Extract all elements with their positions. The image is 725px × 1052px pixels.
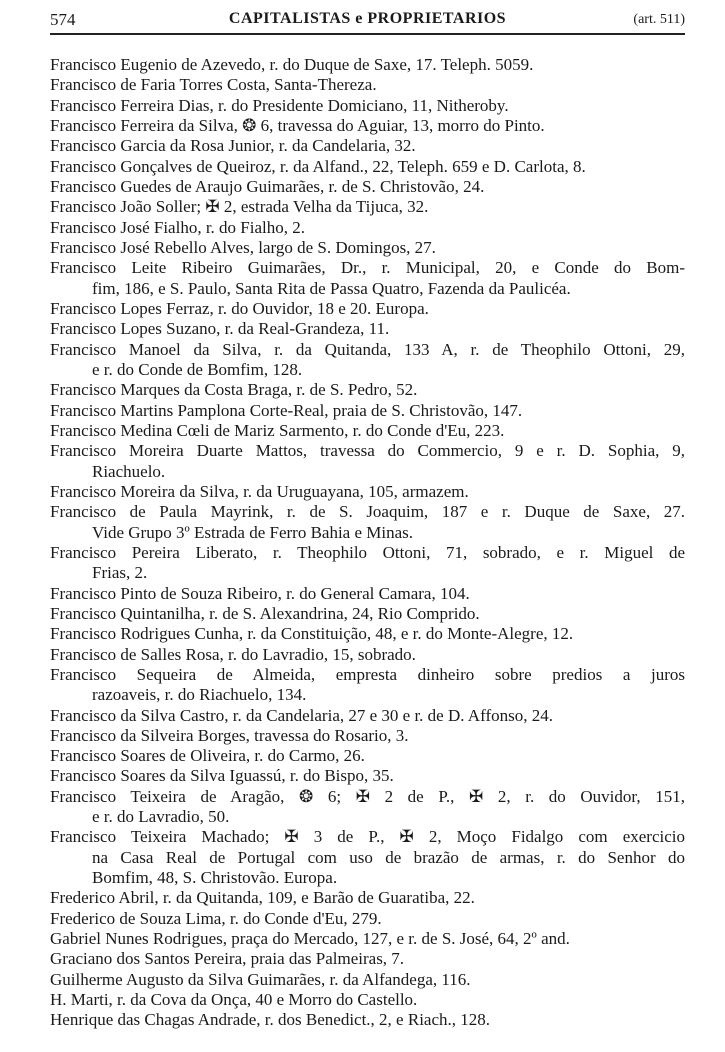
directory-entry [50,319,685,339]
directory-entry [50,157,685,177]
entry-line: Francisco Marques da Costa Braga, r. de S. Pedro, 52. [50,380,418,400]
directory-entry [50,584,685,604]
entry-line: Francisco Sequeira de Almeida, empresta dinheiro sobre predios a juros [50,664,685,684]
entry-continuation-line: e r. do Conde de Bomfim, 128. [92,359,303,379]
entry-line: Francisco Soares da Silva Iguassú, r. do Bispo, 35. [50,766,394,786]
entry-line: Francisco Quintanilha, r. de S. Alexandrina, 24, Rio Comprido. [50,603,480,623]
entry-line: Francisco da Silveira Borges, travessa do Rosario, 3. [50,725,409,745]
page-header [50,8,685,32]
entry-continuation-line: na Casa Real de Portugal com uso de brazão de armas, r. do Senhor do [92,847,685,867]
entry-line: Francisco de Paula Mayrink, r. de S. Joaquim, 187 e r. Duque de Saxe, 27. [50,502,685,522]
entry-line: Francisco Teixeira Machado; ✠ 3 de P., ✠ 2, Moço Fidalgo com exercicio [50,827,685,847]
entry-line: Francisco Moreira da Silva, r. da Uruguayana, 105, armazem. [50,481,469,501]
entry-line: Guilherme Augusto da Silva Guimarães, r. da Alfandega, 116. [50,969,471,989]
directory-entry [50,401,685,421]
entry-line: Frederico de Souza Lima, r. do Conde d'Eu, 279. [50,908,382,928]
entry-line: Francisco Garcia da Rosa Junior, r. da Candelaria, 32. [50,136,416,156]
directory-entry [50,726,685,746]
entry-continuation-line: e r. do Lavradio, 50. [92,807,230,827]
directory-entry [50,624,685,644]
directory-entry [50,258,685,299]
directory-entry [50,96,685,116]
entry-line: Francisco Pereira Liberato, r. Theophilo Ottoni, 71, sobrado, e r. Miguel de [50,542,685,562]
entry-line: Gabriel Nunes Rodrigues, praça do Mercado, 127, e r. de S. José, 64, 2º and. [50,929,570,949]
directory-entry [50,645,685,665]
entry-line: Francisco Manoel da Silva, r. da Quitanda, 133 A, r. de Theophilo Ottoni, 29, [50,339,685,359]
entry-line: Francisco de Faria Torres Costa, Santa-Thereza. [50,75,377,95]
entry-line: Francisco Ferreira da Silva, ❂ 6, travessa do Aguiar, 13, morro do Pinto. [50,115,545,135]
article-reference: (art. 511) [633,12,685,27]
directory-entry [50,746,685,766]
directory-entry [50,766,685,786]
header-rule [50,33,685,35]
directory-entry [50,55,685,75]
entry-line: Francisco Soares de Oliveira, r. do Carmo, 26. [50,746,365,766]
directory-entry [50,238,685,258]
entry-line: H. Marti, r. da Cova da Onça, 40 e Morro do Castello. [50,990,418,1010]
entry-line: Francisco Guedes de Araujo Guimarães, r. de S. Christovão, 24. [50,176,485,196]
entry-continuation-line: Riachuelo. [92,461,166,481]
page-number: 574 [50,10,76,29]
entry-line: Francisco Medina Cœli de Mariz Sarmento, r. do Conde d'Eu, 223. [50,420,505,440]
entry-line: Francisco Leite Ribeiro Guimarães, Dr., r. Municipal, 20, e Conde do Bom- [50,258,685,278]
directory-entry [50,543,685,584]
directory-entry [50,136,685,156]
entry-line: Francisco Lopes Ferraz, r. do Ouvidor, 18 e 20. Europa. [50,298,429,318]
directory-entry [50,441,685,482]
entry-line: Francisco José Rebello Alves, largo de S. Domingos, 27. [50,237,436,257]
entry-continuation-line: fim, 186, e S. Paulo, Santa Rita de Passa Quatro, Fazenda da Paulicéa. [92,278,571,298]
directory-entry [50,218,685,238]
directory-entry [50,706,685,726]
entry-line: Francisco Pinto de Souza Ribeiro, r. do General Camara, 104. [50,583,470,603]
entry-line: Francisco de Salles Rosa, r. do Lavradio, 15, sobrado. [50,644,416,664]
directory-entry [50,380,685,400]
entry-line: Francisco Moreira Duarte Mattos, travessa do Commercio, 9 e r. D. Sophia, 9, [50,441,685,461]
directory-entry [50,197,685,217]
entry-line: Francisco Rodrigues Cunha, r. da Constituição, 48, e r. do Monte-Alegre, 12. [50,624,574,644]
directory-listing [50,55,685,1031]
entry-continuation-line: Bomfim, 48, S. Christovão. Europa. [92,868,338,888]
directory-entry [50,421,685,441]
directory-entry [50,299,685,319]
entry-line: Francisco Eugenio de Azevedo, r. do Duque de Saxe, 17. Teleph. 5059. [50,55,534,74]
directory-entry [50,990,685,1010]
entry-continuation-line: razoaveis, r. do Riachuelo, 134. [92,685,307,705]
directory-entry [50,340,685,381]
directory-entry [50,177,685,197]
entry-line: Francisco Martins Pamplona Corte-Real, praia de S. Christovão, 147. [50,400,523,420]
entry-line: Francisco Lopes Suzano, r. da Real-Grandeza, 11. [50,319,390,339]
entry-line: Henrique das Chagas Andrade, r. dos Benedict., 2, e Riach., 128. [50,1010,491,1030]
entry-continuation-line: Vide Grupo 3º Estrada de Ferro Bahia e Minas. [92,522,414,542]
page-title: CAPITALISTAS e PROPRIETARIOS [228,10,507,27]
directory-entry [50,949,685,969]
directory-entry [50,787,685,828]
entry-line: Francisco Ferreira Dias, r. do Presidente Domiciano, 11, Nitheroby. [50,95,509,115]
entry-line: Francisco João Soller; ✠ 2, estrada Velha da Tijuca, 32. [50,197,429,217]
entry-line: Francisco da Silva Castro, r. da Candelaria, 27 e 30 e r. de D. Affonso, 24. [50,705,553,725]
directory-entry [50,970,685,990]
directory-entry [50,827,685,888]
entry-line: Francisco Gonçalves de Queiroz, r. da Alfand., 22, Teleph. 659 e D. Carlota, 8. [50,156,586,176]
entry-line: Graciano dos Santos Pereira, praia das Palmeiras, 7. [50,949,405,969]
entry-line: Francisco Teixeira de Aragão, ❂ 6; ✠ 2 de P., ✠ 2, r. do Ouvidor, 151, [50,786,685,806]
directory-entry [50,75,685,95]
directory-entry [50,909,685,929]
directory-entry [50,116,685,136]
directory-entry [50,604,685,624]
directory-entry [50,665,685,706]
entry-line: Frederico Abril, r. da Quitanda, 109, e Barão de Guaratiba, 22. [50,888,475,908]
directory-entry [50,1010,685,1030]
directory-entry [50,929,685,949]
directory-entry [50,502,685,543]
entry-line: Francisco José Fialho, r. do Fialho, 2. [50,217,305,237]
entry-continuation-line: Frias, 2. [92,563,148,583]
directory-entry [50,482,685,502]
directory-entry [50,888,685,908]
